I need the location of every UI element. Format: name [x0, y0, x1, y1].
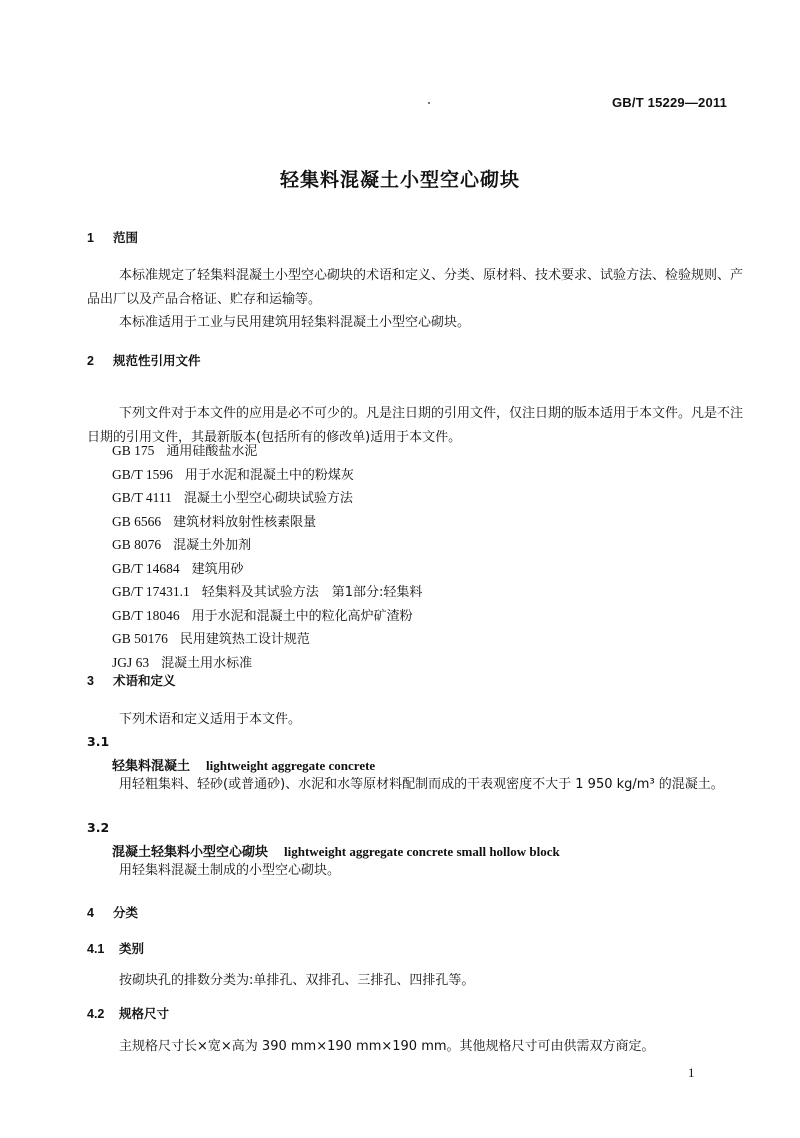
reference-title: 建筑用砂: [191, 562, 244, 577]
section-title: 分类: [113, 905, 139, 920]
term-number: 3.2: [87, 820, 110, 835]
reference-item: [112, 652, 252, 671]
section-number: 2: [87, 354, 94, 368]
reference-code: GB/T 4111: [112, 490, 172, 505]
reference-item: [112, 534, 251, 553]
reference-code: GB 50176: [112, 631, 168, 646]
reference-title: 轻集料及其试验方法 第1部分:轻集料: [201, 585, 423, 600]
term-number: 3.1: [87, 734, 110, 749]
scan-speck: [428, 102, 430, 104]
reference-item: [112, 511, 316, 530]
term-definition: 用轻粗集料、轻砂(或普通砂)、水泥和水等原材料配制而成的干表观密度不大于 1 950 kg/m³ 的混凝土。: [119, 777, 724, 792]
term-heading: [112, 755, 375, 774]
subsection-number: 4.1: [87, 942, 105, 956]
reference-item: [112, 487, 353, 506]
subsection-title: 类别: [119, 941, 145, 956]
term-english: lightweight aggregate concrete small hollow block: [284, 844, 560, 859]
section-title: 范围: [113, 230, 139, 245]
section-2-heading: [87, 351, 201, 369]
reference-item: [112, 464, 354, 483]
section-1-heading: [87, 228, 138, 246]
term-definition: 用轻集料混凝土制成的小型空心砌块。: [119, 863, 341, 878]
term-heading: [112, 841, 560, 860]
reference-item: [112, 605, 413, 624]
section-4-heading: [87, 903, 138, 921]
reference-code: GB 175: [112, 443, 155, 458]
reference-title: 混凝土外加剂: [173, 538, 252, 553]
section-title: 规范性引用文件: [113, 353, 201, 368]
reference-code: GB/T 17431.1: [112, 584, 190, 599]
term-chinese: 混凝土轻集料小型空心砌块: [112, 845, 269, 860]
term-english: lightweight aggregate concrete: [206, 758, 376, 773]
reference-title: 通用硅酸盐水泥: [166, 444, 258, 459]
reference-title: 民用建筑热工设计规范: [179, 632, 310, 647]
reference-code: GB 6566: [112, 514, 162, 529]
section-title: 术语和定义: [113, 673, 176, 688]
reference-title: 混凝土小型空心砌块试验方法: [183, 491, 353, 506]
reference-title: 混凝土用水标准: [161, 656, 253, 671]
normative-references-intro: 下列文件对于本文件的应用是必不可少的。凡是注日期的引用文件，仅注日期的版本适用于本文件。凡是不注日期的引用文件，其最新版本(包括所有的修改单)适用于本文件。: [87, 406, 744, 445]
section-number: 3: [87, 674, 94, 688]
classification-text: 按砌块孔的排数分类为:单排孔、双排孔、三排孔、四排孔等。: [119, 973, 475, 988]
terms-intro: 下列术语和定义适用于本文件。: [119, 712, 302, 727]
document-title: 轻集料混凝土小型空心砌块: [279, 169, 520, 191]
section-number: 1: [87, 231, 94, 245]
subsection-4-2-heading: [87, 1004, 169, 1022]
reference-item: [112, 558, 244, 577]
reference-title: 建筑材料放射性核素限量: [173, 515, 317, 530]
reference-title: 用于水泥和混凝土中的粒化高炉矿渣粉: [191, 609, 413, 624]
reference-item: [112, 581, 422, 600]
standard-code: GB/T 15229—2011: [612, 95, 728, 110]
reference-code: GB/T 14684: [112, 561, 180, 576]
subsection-4-1-heading: [87, 939, 144, 957]
reference-code: JGJ 63: [112, 655, 150, 670]
page-number: 1: [688, 1065, 695, 1080]
subsection-number: 4.2: [87, 1007, 105, 1021]
reference-code: GB/T 1596: [112, 467, 173, 482]
reference-item: [112, 440, 257, 459]
reference-title: 用于水泥和混凝土中的粉煤灰: [184, 468, 354, 483]
reference-item: [112, 628, 310, 647]
reference-code: GB/T 18046: [112, 608, 180, 623]
dimensions-text: 主规格尺寸长×宽×高为 390 mm×190 mm×190 mm。其他规格尺寸可由供需双方商定。: [119, 1039, 655, 1054]
scope-paragraph-2: 本标准适用于工业与民用建筑用轻集料混凝土小型空心砌块。: [119, 315, 471, 330]
section-3-heading: [87, 671, 176, 689]
section-number: 4: [87, 906, 94, 920]
reference-code: GB 8076: [112, 537, 162, 552]
scope-paragraph-1: 本标准规定了轻集料混凝土小型空心砌块的术语和定义、分类、原材料、技术要求、试验方法、检验规则、产品出厂以及产品合格证、贮存和运输等。: [87, 268, 744, 307]
subsection-title: 规格尺寸: [119, 1006, 170, 1021]
term-chinese: 轻集料混凝土: [112, 759, 191, 774]
